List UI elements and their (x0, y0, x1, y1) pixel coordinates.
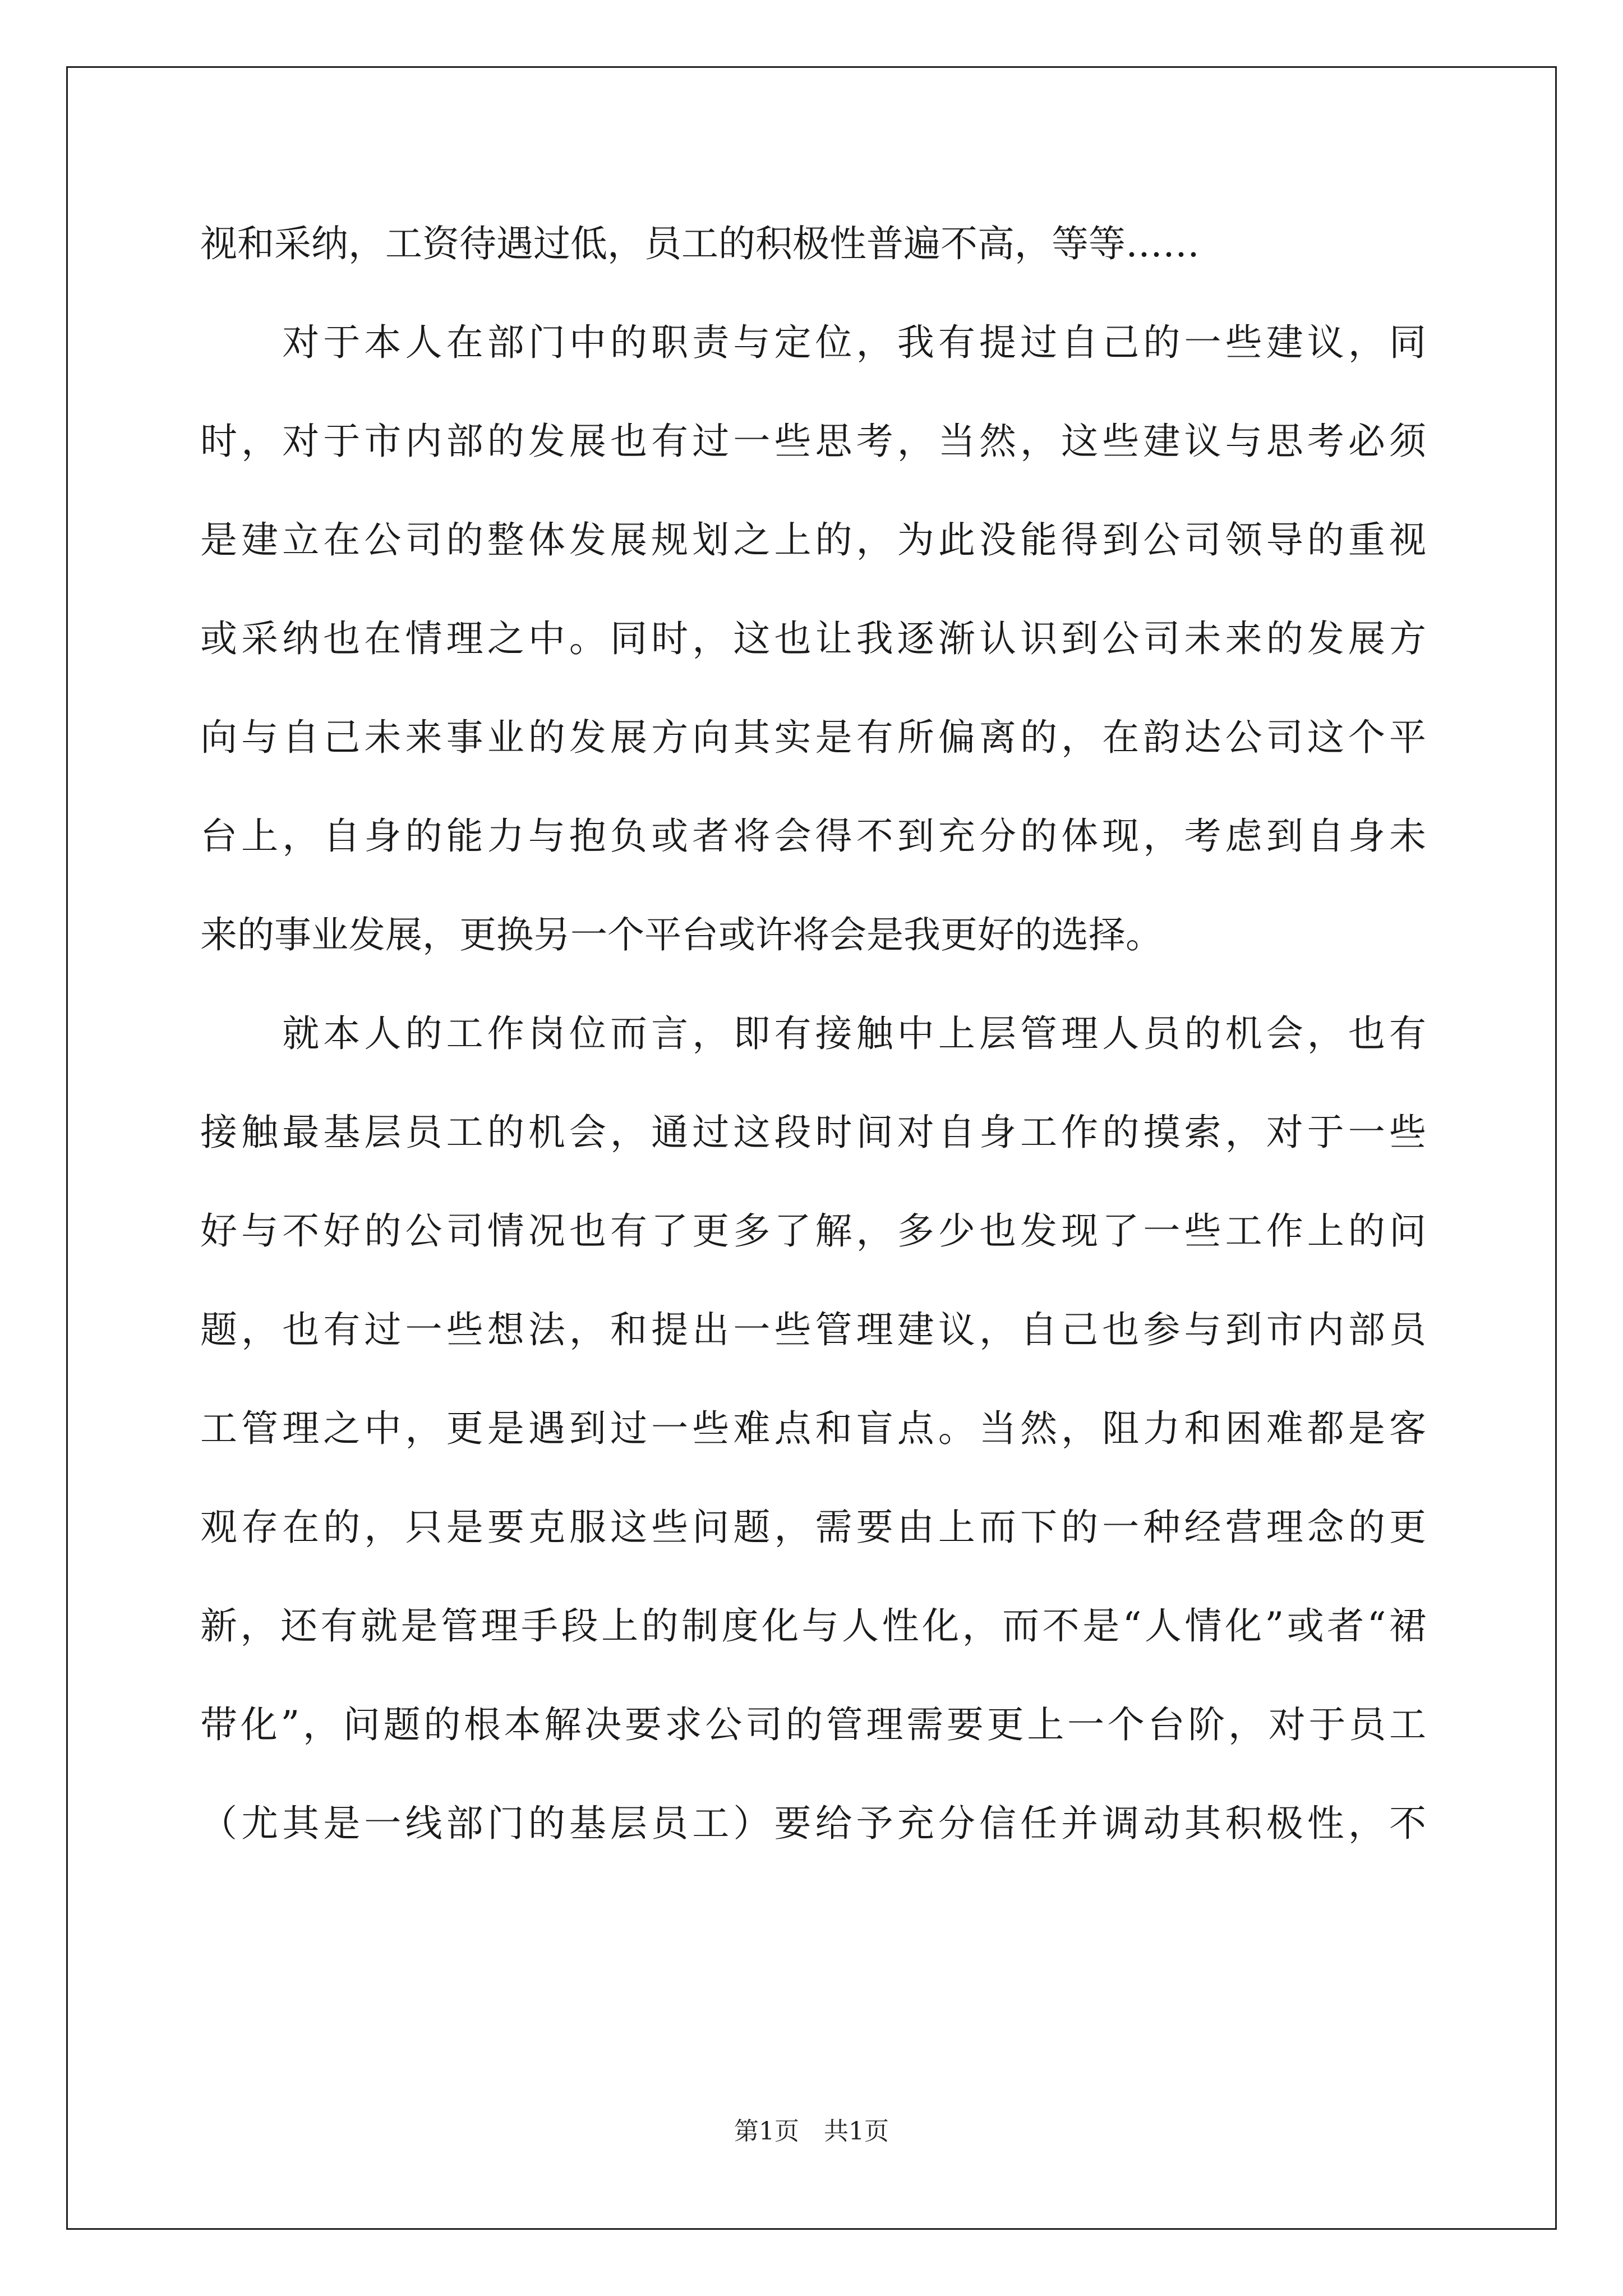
text-line: 对于本人在部门中的职责与定位，我有提过自己的一些建议，同 (200, 321, 1426, 364)
text-line: 就本人的工作岗位而言，即有接触中上层管理人员的机会，也有 (200, 1012, 1426, 1055)
text-line: 好与不好的公司情况也有了更多了解，多少也发现了一些工作上的问 (200, 1209, 1426, 1253)
text-line: 时，对于市内部的发展也有过一些思考，当然，这些建议与思考必须 (200, 420, 1426, 463)
text-line: 或采纳也在情理之中。同时，这也让我逐渐认识到公司未来的发展方 (200, 617, 1426, 660)
text-line: 观存在的，只是要克服这些问题，需要由上而下的一种经营理念的更 (200, 1506, 1426, 1549)
text-line: 新，还有就是管理手段上的制度化与人性化，而不是“人情化”或者“裙 (200, 1604, 1426, 1648)
text-line: 向与自己未来事业的发展方向其实是有所偏离的，在韵达公司这个平 (200, 716, 1426, 759)
text-line: 台上，自身的能力与抱负或者将会得不到充分的体现，考虑到自身未 (200, 815, 1426, 858)
page-footer: 第1页 共1页 (734, 2117, 889, 2146)
text-line: 来的事业发展，更换另一个平台或许将会是我更好的选择。 (200, 913, 1163, 956)
text-line: 视和采纳，工资待遇过低，员工的积极性普遍不高，等等…… (200, 222, 1200, 265)
text-line: 题，也有过一些想法，和提出一些管理建议，自己也参与到市内部员 (200, 1308, 1426, 1351)
text-line: 是建立在公司的整体发展规划之上的，为此没能得到公司领导的重视 (200, 518, 1426, 562)
text-line: 接触最基层员工的机会，通过这段时间对自身工作的摸索，对于一些 (200, 1111, 1426, 1154)
text-line: 工管理之中，更是遇到过一些难点和盲点。当然，阻力和困难都是客 (200, 1407, 1426, 1450)
text-line: （尤其是一线部门的基层员工）要给予充分信任并调动其积极性，不 (200, 1802, 1426, 1845)
text-line: 带化”，问题的根本解决要求公司的管理需要更上一个台阶，对于员工 (200, 1703, 1426, 1746)
